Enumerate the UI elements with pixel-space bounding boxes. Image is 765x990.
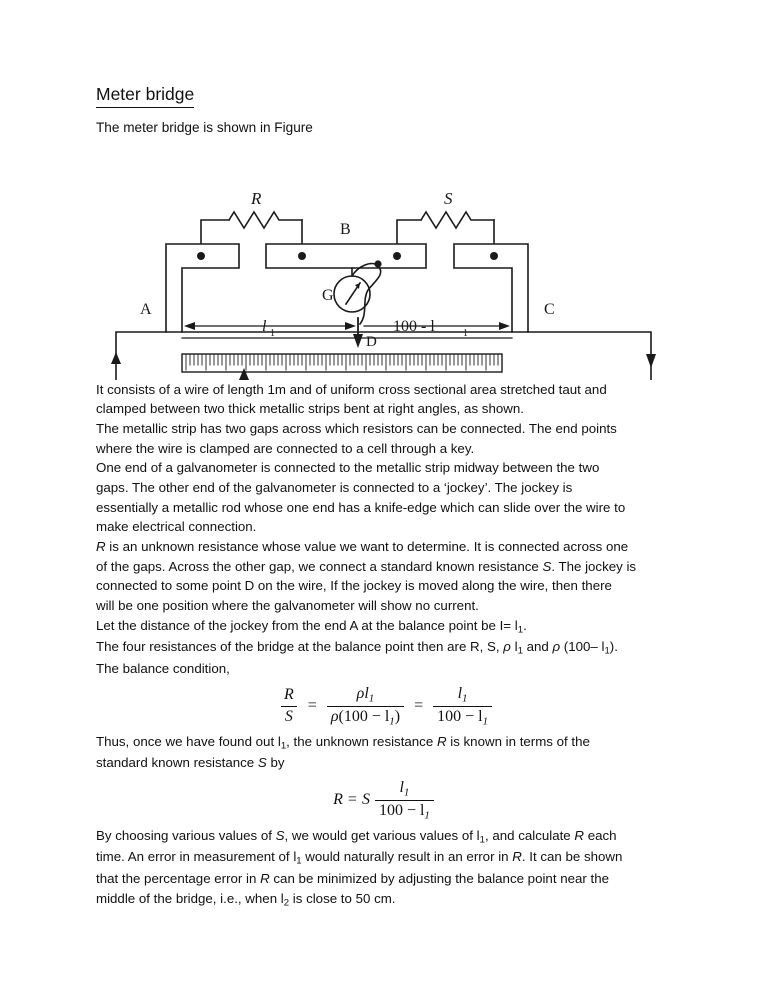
p3-line4: make electrical connection. [96, 519, 257, 535]
fraction-l1-over-100-l1 [433, 685, 492, 728]
p8-line1-b: can be minimized by adjusting the balance point near the [269, 871, 610, 887]
frac3-num-sub: 1 [462, 692, 468, 705]
page-title: Meter bridge [96, 84, 194, 108]
p5-rho-2: ρ [552, 639, 561, 655]
p3-line1: One end of a galvanometer is connected to the metallic strip midway between the two [96, 460, 600, 476]
frac2-den-rho: ρ [330, 707, 339, 725]
p7-line2-a: time. An error in measurement of l [96, 849, 297, 865]
p7-symbol-s: S [275, 827, 285, 843]
label-terminal-c: C [544, 300, 555, 318]
p4-line2-a: of the gaps. Across the other gap, we connect a standard known resistance [96, 558, 543, 574]
paragraph-3 [96, 458, 676, 537]
label-galvanometer: G [322, 286, 334, 304]
rfrac-numerator [395, 779, 413, 800]
p2-line1: The metallic strip has two gaps across which resistors can be connected. The end points [96, 420, 617, 436]
current-arrow-right [646, 354, 656, 368]
current-arrow-left [111, 352, 121, 364]
p4-line3: connected to some point D on the wire, If the jockey is moved along the wire, then there [96, 578, 612, 594]
frac3-denominator [433, 706, 492, 728]
p6-line2-a: standard known resistance [96, 755, 258, 771]
jockey-wire-joint [374, 260, 381, 267]
document-subtitle: The meter bridge is shown in Figure [96, 119, 313, 135]
p7-line1-sub: 1 [479, 834, 485, 846]
resistor-r-coil [229, 212, 302, 228]
p4-symbol-r: R [96, 538, 106, 554]
paragraph-5 [96, 616, 676, 679]
p4-line2-b: . The jockey is [551, 558, 637, 574]
frac2-num-rho: ρ [356, 685, 365, 702]
jockey-knife-edge [353, 334, 363, 348]
dimension-arrow-left-l1 [184, 322, 195, 330]
rfrac-num-l: l [399, 779, 404, 797]
p1-line1: It consists of a wire of length 1m and of uniform cross sectional area stretched taut and [96, 381, 607, 397]
label-strip-b: B [340, 220, 351, 238]
resistor-s-coil [421, 212, 494, 228]
label-remaining-length-sub: 1 [463, 327, 468, 339]
p5-line2-sub1: 1 [517, 646, 523, 658]
body-text-block [96, 380, 676, 911]
p7-line2-sub: 1 [296, 856, 302, 868]
label-length-l1-sub: 1 [270, 327, 275, 339]
terminal-dot-s-right [490, 252, 498, 260]
frac2-denominator [327, 706, 404, 728]
meter-bridge-diagram [96, 142, 676, 380]
rfrac-denominator [375, 800, 434, 822]
p5-line2-sub2: 1 [604, 646, 610, 658]
p6-symbol-r: R [436, 733, 447, 749]
paragraph-6 [96, 732, 676, 774]
fraction-rho-l1-over-rho-100-l1 [327, 685, 404, 728]
r-formula-lhs: R [333, 791, 343, 809]
frac2-num-l: l [364, 685, 369, 702]
equation-r-formula [96, 779, 676, 822]
paragraph-4 [96, 537, 676, 616]
p7-line2-c: . It can be shown [521, 849, 623, 865]
p8-line1-a: that the percentage error in [96, 871, 261, 887]
equation-balance-inline [275, 685, 497, 728]
frac2-den-close: ) [394, 707, 401, 725]
p6-line1-c: is known in terms of the [446, 733, 590, 749]
p3-line2: gaps. The other end of the galvanometer is connected to a ‘jockey’. The jockey is [96, 479, 573, 495]
terminal-dot-r-left [197, 252, 205, 260]
frac3-num-l: l [457, 685, 463, 702]
frac1-denominator: S [281, 706, 297, 726]
p5-line2-e: ). [609, 639, 618, 655]
p7-line1-d: each [584, 827, 617, 843]
p8-symbol-r: R [260, 871, 270, 887]
label-point-d: D [366, 333, 377, 350]
p8-line2-a: middle of the bridge, i.e., when l [96, 890, 284, 906]
equation-r-inline [333, 779, 439, 822]
document-content [96, 84, 676, 911]
rfrac-den-text: 100 − l [378, 801, 425, 819]
p2-line2: where the wire is clamped are connected to a cell through a key. [96, 440, 475, 456]
p6-line2-b: by [266, 755, 285, 771]
page-title-row [96, 84, 676, 114]
p6-line1-a: Thus, once we have found out l [96, 733, 281, 749]
p5-line1-a: Let the distance of the jockey from the end A at the balance point be I= l [96, 617, 518, 633]
p1-line2: clamped between two thick metallic strips bent at right angles, as shown. [96, 401, 524, 417]
metallic-strip-middle [266, 244, 426, 268]
p8-line2-sub: 2 [283, 897, 290, 909]
p8-line2-b: is close to 50 cm. [289, 890, 396, 906]
paragraph-7 [96, 826, 676, 870]
equals-sign-1: = [307, 697, 317, 715]
p6-symbol-s: S [257, 755, 267, 771]
p4-symbol-s: S [542, 558, 552, 574]
rfrac-den-sub: 1 [424, 809, 430, 822]
p7-symbol-r: R [574, 827, 584, 843]
dimension-arrow-right-l1 [345, 322, 356, 330]
p5-rho-1: ρ [503, 639, 511, 655]
p5-line1-sub: 1 [517, 624, 524, 636]
rfrac-num-sub: 1 [403, 786, 410, 799]
fraction-r-over-s [280, 686, 298, 726]
p7-symbol-r2: R [512, 849, 522, 865]
p7-line1-a: By choosing various values of [96, 827, 276, 843]
meter-bridge-figure [96, 142, 676, 380]
paragraph-2 [96, 419, 676, 458]
frac2-numerator [353, 685, 379, 706]
r-formula-s: S [361, 791, 370, 809]
frac3-den-sub: 1 [482, 715, 488, 727]
p5-line2-a: The four resistances of the bridge at the balance point then are R, S, [96, 639, 504, 655]
equation-balance-condition [96, 685, 676, 728]
frac1-numerator: R [284, 686, 294, 704]
frac2-den-sub: 1 [389, 715, 395, 727]
frac2-num-sub: 1 [368, 692, 375, 705]
p5-line3: The balance condition, [96, 661, 230, 677]
dimension-arrow-right-rest [499, 322, 510, 330]
label-terminal-a: A [140, 300, 152, 318]
p5-line2-b: l [510, 639, 518, 655]
p5-line2-d: (100– l [560, 639, 605, 655]
paragraph-1 [96, 380, 676, 419]
frac3-numerator [454, 685, 472, 706]
label-resistance-r: R [251, 188, 262, 208]
p6-line1-b: , the unknown resistance [286, 733, 437, 749]
p7-line2-b: would naturally result in an error in [301, 849, 513, 865]
frac2-den-text: (100 − l [338, 707, 390, 725]
frac3-den-text: 100 − l [437, 707, 483, 725]
r-formula-equals: = [347, 791, 357, 809]
p4-line4: will be one position where the galvanometer will show no current. [96, 597, 479, 613]
label-remaining-length: 100 - l [393, 317, 435, 335]
p5-line2-c: and [522, 639, 553, 655]
p3-line3: essentially a metallic rod whose one end has a knife-edge which can slide over the wire to [96, 499, 626, 515]
p7-line1-b: , we would get various values of l [284, 827, 480, 843]
p5-line1-b: . [523, 617, 527, 633]
label-resistance-s: S [444, 188, 453, 208]
fraction-l1-over-100-l1-b [375, 779, 434, 822]
p7-line1-c: , and calculate [484, 827, 575, 843]
equals-sign-2: = [414, 697, 424, 715]
label-length-l1: l [262, 317, 267, 335]
terminal-dot-s-left [393, 252, 401, 260]
paragraph-8 [96, 869, 676, 911]
p6-line1-sub: 1 [280, 740, 287, 752]
p4-line1-rest: is an unknown resistance whose value we want to determine. It is connected across one [105, 538, 629, 554]
terminal-dot-r-right [298, 252, 306, 260]
